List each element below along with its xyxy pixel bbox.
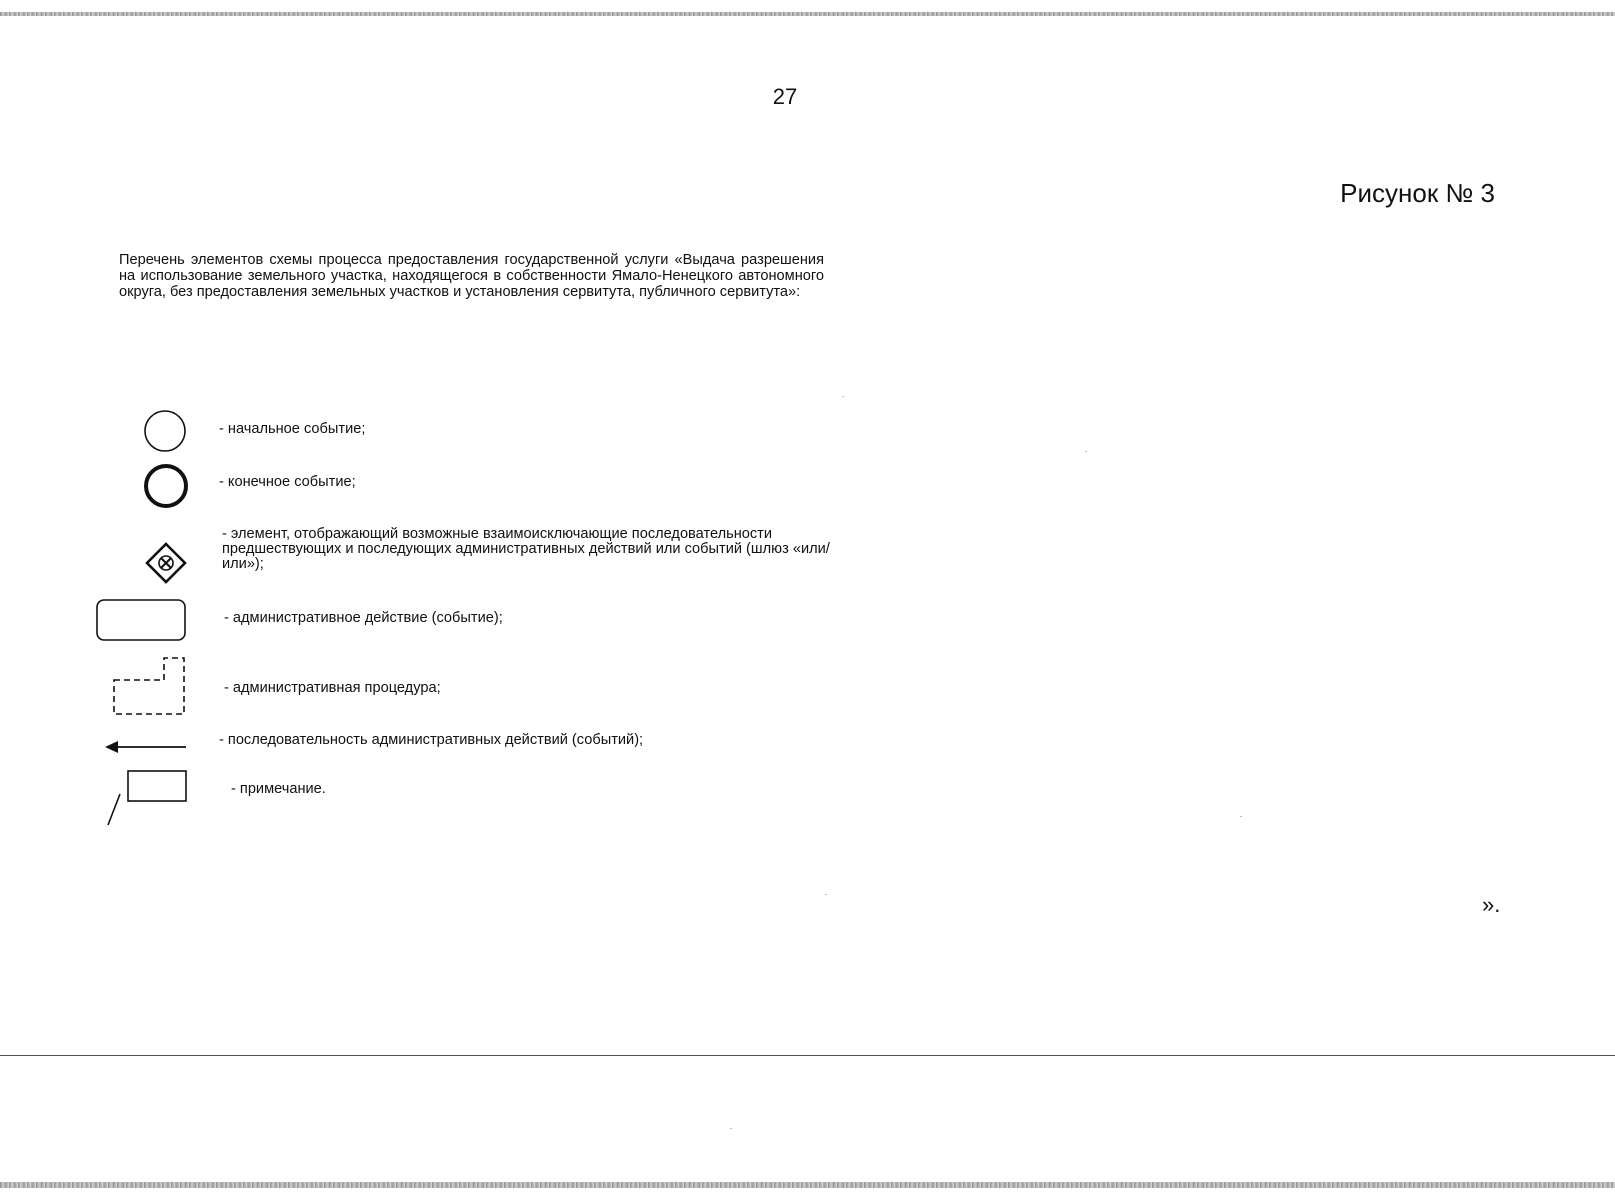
legend-label-note: - примечание. (231, 781, 326, 797)
exclusive-gateway-icon (144, 541, 188, 585)
arrow-left-icon (104, 738, 188, 756)
legend-label-action: - административное действие (событие); (224, 610, 503, 626)
scan-speck (1085, 451, 1087, 452)
page-number: 27 (772, 84, 798, 109)
thick-circle-icon (142, 462, 190, 510)
scan-edge-bottom (0, 1182, 1615, 1188)
legend-label-procedure: - административная процедура; (224, 680, 441, 696)
scan-speck (1240, 816, 1242, 817)
scan-speck (825, 894, 827, 895)
horizontal-rule (0, 1055, 1615, 1056)
legend-label-start-event: - начальное событие; (219, 421, 366, 437)
intro-paragraph: Перечень элементов схемы процесса предоставления государственной услуги «Выдача разрешения на использование земельного участка, находящегося в собственности Ямало-Ненецкого автономного округа, без предоставления земельных участков и установления сервитута, публичного сервитута»: (119, 252, 824, 300)
scan-speck (842, 396, 844, 397)
legend-label-gateway: - элемент, отображающий возможные взаимоисключающие последовательности предшествующих и последующих административных действий или событий (шлюз «или/или»); (222, 526, 830, 572)
scan-speck (730, 1128, 732, 1129)
legend-label-end-event: - конечное событие; (219, 474, 356, 490)
legend-label-sequence: - последовательность административных действий (событий); (219, 732, 644, 748)
note-annotation-icon (104, 768, 190, 828)
rounded-rectangle-icon (95, 598, 187, 642)
figure-label: Рисунок № 3 (1340, 178, 1495, 208)
dashed-procedure-icon (112, 654, 188, 718)
closing-quote: ». (1482, 892, 1501, 917)
thin-circle-icon (142, 408, 188, 454)
scan-edge-top (0, 12, 1615, 16)
